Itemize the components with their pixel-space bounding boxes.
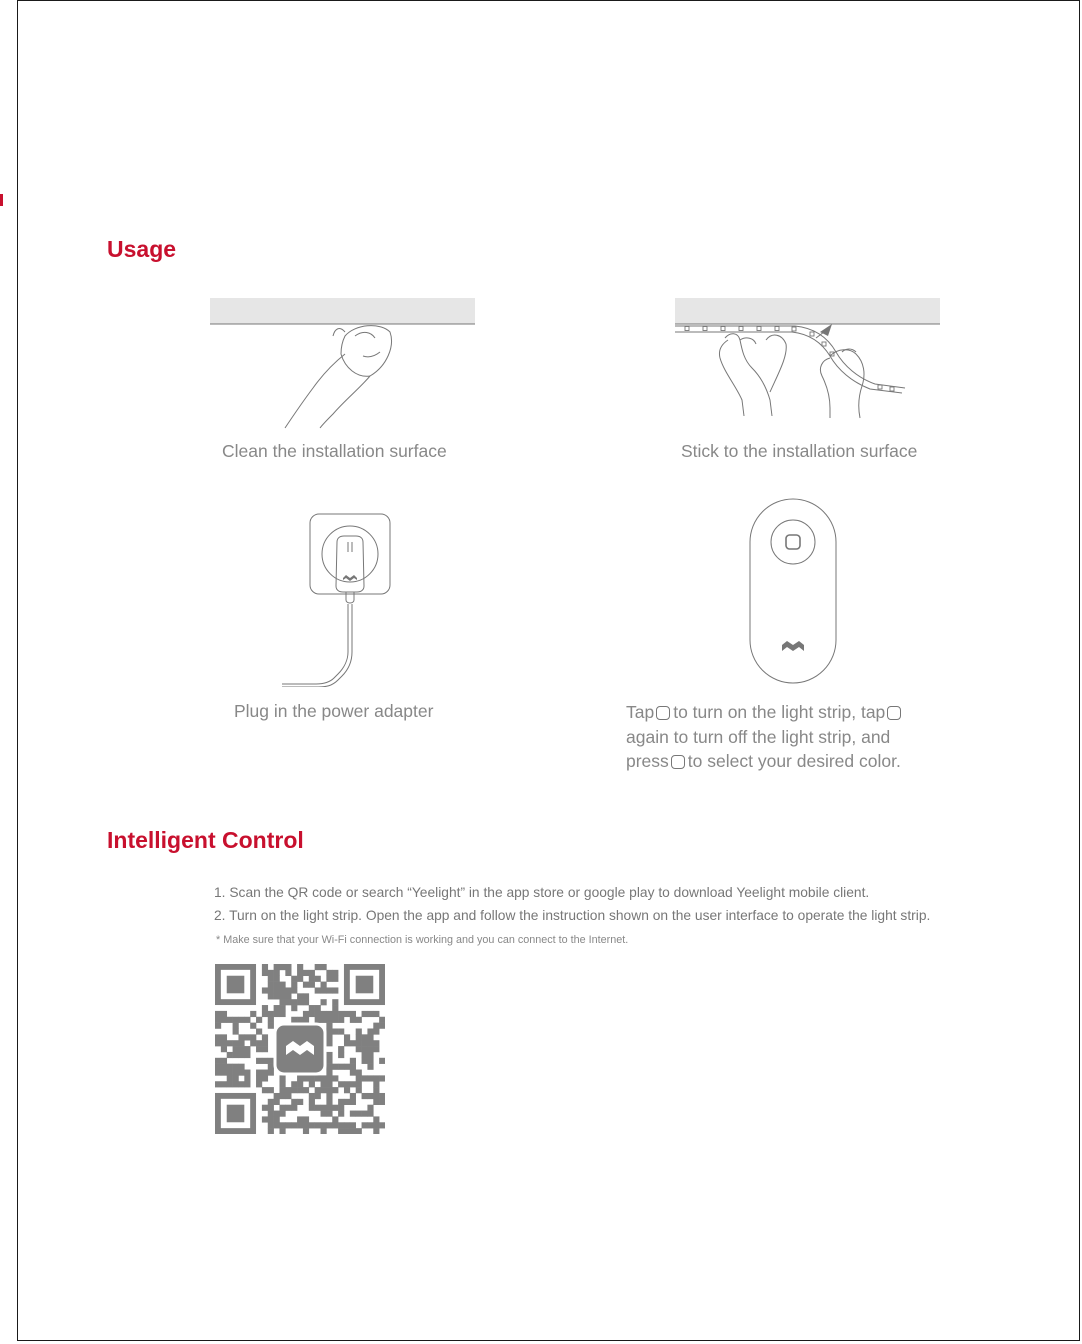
hands-sticking-strip-icon xyxy=(670,296,945,421)
edge-mark xyxy=(0,194,3,206)
stick-surface-caption: Stick to the installation surface xyxy=(681,441,918,461)
usage-title: Usage xyxy=(107,236,177,262)
power-adapter-outlet-icon xyxy=(280,512,395,687)
qr-code-icon xyxy=(215,964,385,1134)
tap-text-1: Tap xyxy=(626,702,655,722)
tap-text-4: press xyxy=(626,751,669,771)
control-steps xyxy=(214,882,930,927)
tap-text-2: to turn on the light strip, tap xyxy=(673,702,886,722)
controller-remote-icon xyxy=(748,497,840,687)
clean-surface-caption: Clean the installation surface xyxy=(222,441,447,461)
tap-text-3: again to turn off the light strip, and xyxy=(626,726,891,747)
control-step: 1. Scan the QR code or search “Yeelight” in the app store or google play to download Yeelight mobile client. xyxy=(214,885,870,900)
wifi-note: * Make sure that your Wi-Fi connection is working and you can connect to the Internet. xyxy=(216,934,629,946)
tap-text-5: to select your desired color. xyxy=(687,751,901,771)
tap-instruction-caption xyxy=(626,700,904,774)
page-frame xyxy=(17,0,1080,1341)
control-step: 2. Turn on the light strip. Open the app and follow the instruction shown on the user interface to operate the light strip. xyxy=(214,907,931,923)
intelligent-control-title: Intelligent Control xyxy=(107,827,304,853)
hand-wiping-surface-icon xyxy=(205,296,480,431)
power-adapter-caption: Plug in the power adapter xyxy=(234,701,434,721)
button-icon xyxy=(656,706,670,720)
button-icon xyxy=(887,706,901,720)
button-icon xyxy=(671,755,685,769)
